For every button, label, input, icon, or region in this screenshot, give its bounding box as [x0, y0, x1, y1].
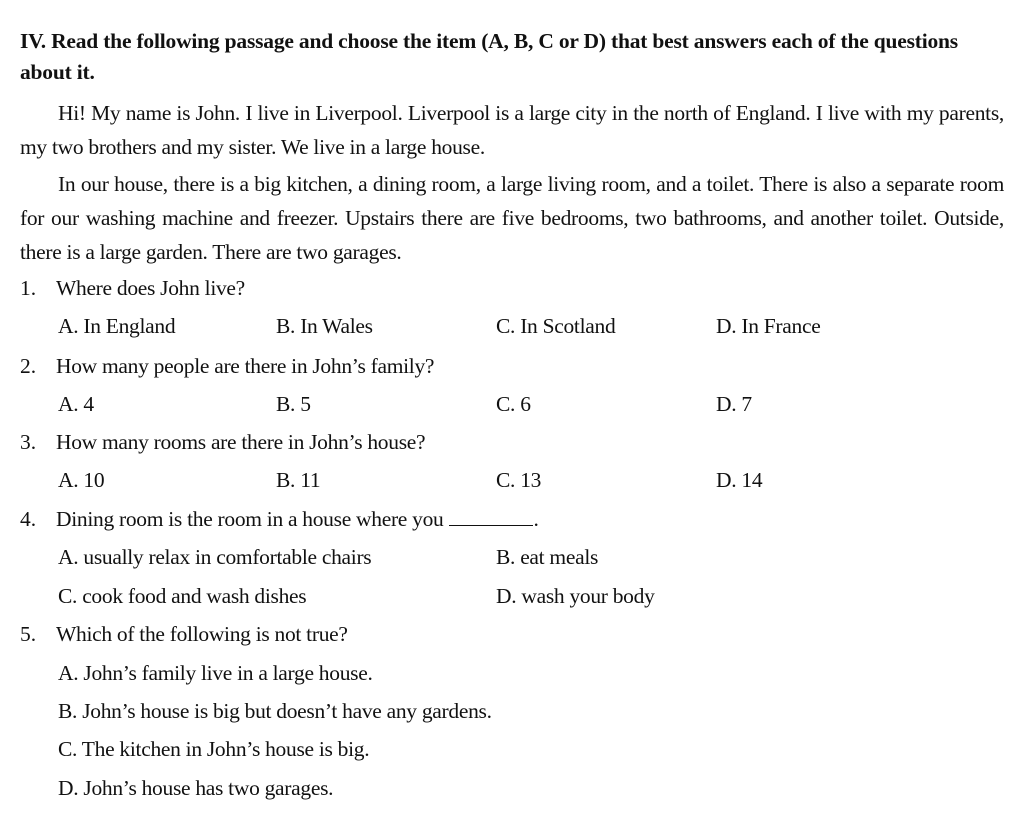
- question-1-option-a: A. In England: [58, 314, 176, 338]
- question-4-option-b: B. eat meals: [496, 545, 599, 569]
- section-heading: IV. Read the following passage and choose the item (A, B, C or D) that best answers each of the questions about it.: [20, 29, 958, 84]
- question-2-text: How many people are there in John’s family?: [56, 354, 435, 378]
- question-5-option-c: C. The kitchen in John’s house is big.: [58, 737, 370, 761]
- question-5-text: Which of the following is not true?: [56, 622, 348, 646]
- passage-paragraph-2: In our house, there is a big kitchen, a dining room, a large living room, and a toilet. There is also a separate room for our washing machine and freezer. Upstairs there are five bedrooms, two bathrooms, and another toilet. Outside, there is a large garden. There are two garages.: [20, 172, 1004, 264]
- question-4-number: 4.: [20, 507, 37, 531]
- question-5-option-b: B. John’s house is big but doesn’t have any gardens.: [58, 699, 492, 723]
- question-3-option-a: A. 10: [58, 468, 105, 492]
- question-2-option-d: D. 7: [716, 392, 752, 416]
- question-1-option-d: D. In France: [716, 314, 821, 338]
- question-3-text: How many rooms are there in John’s house?: [56, 430, 426, 454]
- question-4-line: [56, 505, 539, 533]
- question-4-text: Dining room is the room in a house where you: [56, 507, 444, 531]
- question-1-option-c: C. In Scotland: [496, 314, 616, 338]
- question-3-option-c: C. 13: [496, 468, 542, 492]
- question-3-option-d: D. 14: [716, 468, 763, 492]
- question-1-number: 1.: [20, 276, 37, 300]
- question-2-option-c: C. 6: [496, 392, 531, 416]
- question-3-option-b: B. 11: [276, 468, 321, 492]
- question-5-option-a: A. John’s family live in a large house.: [58, 661, 373, 685]
- question-1-text: Where does John live?: [56, 276, 245, 300]
- question-2-option-b: B. 5: [276, 392, 311, 416]
- question-2-number: 2.: [20, 354, 37, 378]
- question-4-option-c: C. cook food and wash dishes: [58, 584, 307, 608]
- answer-blank[interactable]: [449, 507, 533, 526]
- question-4-suffix: .: [533, 507, 539, 531]
- question-4-option-d: D. wash your body: [496, 584, 655, 608]
- question-3-number: 3.: [20, 430, 37, 454]
- question-2-option-a: A. 4: [58, 392, 94, 416]
- question-5-number: 5.: [20, 622, 37, 646]
- passage-paragraph-1: Hi! My name is John. I live in Liverpool. Liverpool is a large city in the north of England. I live with my parents, my two brothers and my sister. We live in a large house.: [20, 101, 1004, 159]
- question-4-option-a: A. usually relax in comfortable chairs: [58, 545, 372, 569]
- question-5-option-d: D. John’s house has two garages.: [58, 776, 334, 800]
- question-1-option-b: B. In Wales: [276, 314, 373, 338]
